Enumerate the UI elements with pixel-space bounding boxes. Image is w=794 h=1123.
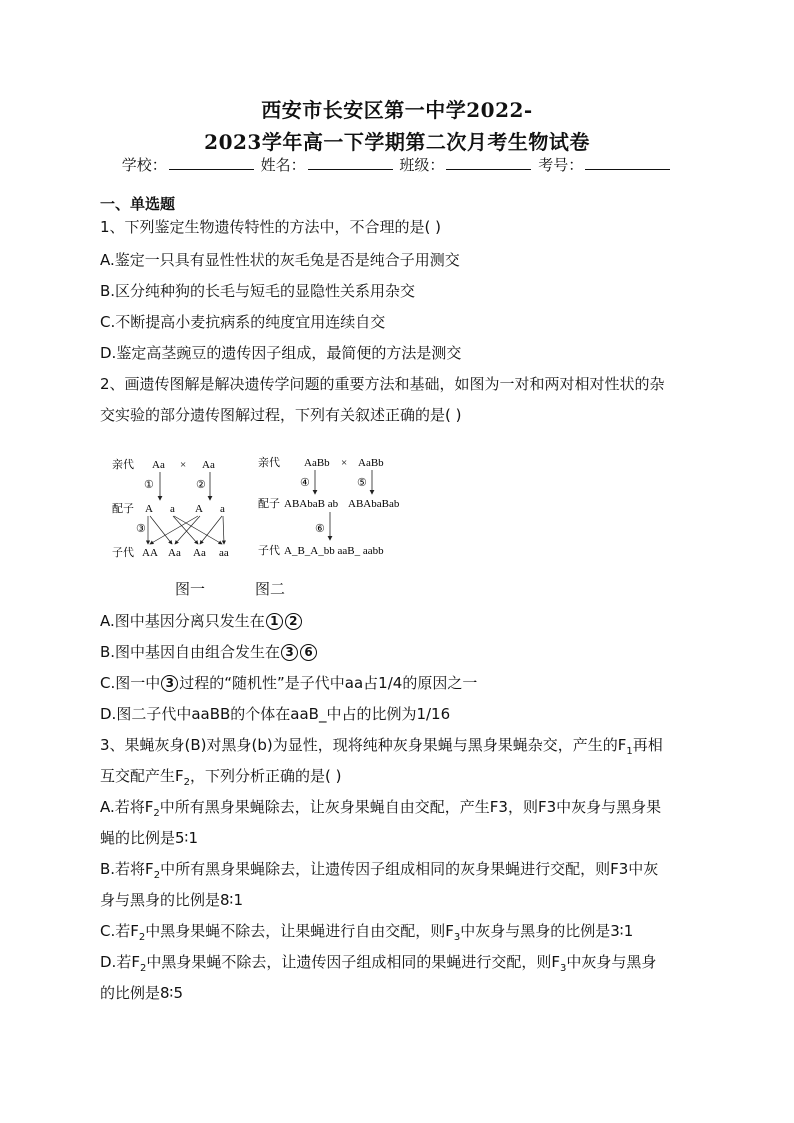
q3-stem2-b: ，下列分析正确的是( ) [190,767,342,785]
fig2-gametes-1: ABAbaB ab [284,498,339,510]
fig2-caption: 图二 [255,580,286,598]
q3-option-d-line1 [100,951,656,974]
q1-option-b: B.区分纯种狗的长毛与短毛的显隐性关系用杂交 [100,282,416,300]
q3-b1-a: B.若将F [100,860,154,878]
q2-option-d: D.图二子代中aaBB的个体在aaB_中占的比例为1/16 [100,705,451,723]
fig1-offspring-1: AA [142,547,158,559]
q3-stem-line2 [100,765,342,788]
q2-option-a [100,610,303,631]
fig1-step3: ③ [136,523,146,535]
q3-d1-a: D.若F [100,953,140,971]
q3-c-c: 中灰身与黑身的比例是3∶1 [460,922,634,940]
fig1-cross: × [180,459,187,471]
q3-option-b-line1 [100,858,658,881]
fig2-gamete-label: 配子 [258,498,280,510]
q3-stem2-sub: 2 [183,777,191,788]
fig1-offspring-4: aa [219,547,229,559]
q3-option-b-line2: 身与黑身的比例是8∶1 [100,891,243,909]
fig2-step4: ④ [300,477,310,489]
fig2-offspring: A_B_A_bb aaB_ aabb [284,545,384,557]
step-1-marker: 1 [266,613,283,630]
school-blank[interactable] [169,157,254,170]
fig1-gamete-3: A [195,503,203,515]
student-info-row [0,154,794,175]
step-2-marker: 2 [285,613,302,630]
q2-option-c [100,672,477,693]
step-3-marker: 3 [161,675,178,692]
q1-stem: 1、下列鉴定生物遗传特性的方法中，不合理的是( ) [100,218,442,236]
q3-c-b: 中黑身果蝇不除去，让果蝇进行自由交配，则F [145,922,454,940]
fig1-gamete-4: a [220,503,225,515]
q3-a1-b: 中所有黑身果蝇除去，让灰身果蝇自由交配，产生F3，则F3中灰身与黑身果 [159,798,662,816]
fig1-gamete-2: a [170,503,175,515]
fig2-parent2: AaBb [358,457,384,469]
q3-option-a-line1 [100,796,661,819]
q3-stem1-b: 再相 [632,736,663,754]
fig2-step6: ⑥ [315,523,325,535]
q2-option-c-pre: C.图一中 [100,674,161,692]
class-blank[interactable] [446,157,531,170]
q3-d1-sub1: 2 [139,963,147,974]
q3-b1-b: 中所有黑身果蝇除去，让遗传因子组成相同的灰身果蝇进行交配，则F3中灰 [160,860,659,878]
exam-title-line2: 2023学年高一下学期第二次月考生物试卷 [204,130,590,154]
exam-number-label: 考号： [538,156,584,174]
q2-option-b [100,641,318,662]
q3-c-sub1: 2 [138,932,146,943]
fig1-parent2: Aa [202,459,215,471]
fig1-caption: 图一 [175,580,206,598]
q3-stem1-a: 3、果蝇灰身(B)对黑身(b)为显性，现将纯种灰身果蝇与黑身果蝇杂交，产生的F [100,736,627,754]
q3-stem1-sub: 1 [626,746,633,757]
step-6-marker: 6 [300,644,317,661]
fig2-parent1: AaBb [304,457,330,469]
fig1-offspring-label: 子代 [112,547,134,559]
q3-option-a-line2: 蝇的比例是5∶1 [100,829,198,847]
q3-d1-b: 中黑身果蝇不除去，让遗传因子组成相同的果蝇进行交配，则F [146,953,560,971]
q1-option-d: D.鉴定高茎豌豆的遗传因子组成，最简便的方法是测交 [100,344,462,362]
q3-a1-sub: 2 [153,808,160,819]
q3-b1-sub: 2 [153,870,161,881]
fig1-gamete-label: 配子 [112,503,134,515]
fig1-step2: ② [196,479,206,491]
q3-d1-sub2: 3 [559,963,567,974]
q1-option-a: A.鉴定一只具有显性性状的灰毛兔是否是纯合子用测交 [100,251,460,269]
fig1-offspring-3: Aa [193,547,206,559]
step-3-marker: 3 [281,644,298,661]
name-blank[interactable] [308,157,393,170]
q3-stem2-a: 互交配产生F [100,767,184,785]
fig2-parent-label: 亲代 [258,457,280,469]
fig1-parent1: Aa [152,459,165,471]
q2-option-b-text: B.图中基因自由组合发生在 [100,643,281,661]
q3-c-a: C.若F [100,922,139,940]
fig2-gametes-2: ABAbaBab [348,498,400,510]
school-label: 学校： [121,156,167,174]
section-heading: 一、单选题 [100,195,176,213]
fig1-gamete-1: A [145,503,153,515]
q3-stem-line1 [100,734,663,757]
q3-option-c [100,920,633,943]
q3-option-d-line2: 的比例是8∶5 [100,984,183,1002]
fig1-offspring-2: Aa [168,547,181,559]
fig2-step5: ⑤ [357,477,367,489]
q2-stem-line1: 2、画遗传图解是解决遗传学问题的重要方法和基础，如图为一对和两对相对性状的杂 [100,375,665,393]
name-label: 姓名： [260,156,306,174]
q3-d1-c: 中灰身与黑身 [566,953,657,971]
exam-number-blank[interactable] [585,157,670,170]
q1-option-c: C.不断提高小麦抗病系的纯度宜用连续自交 [100,313,386,331]
fig1-step1: ① [144,479,154,491]
q3-c-sub2: 3 [453,932,461,943]
q3-a1-a: A.若将F [100,798,154,816]
fig2-cross: × [341,457,348,469]
q2-option-c-post: 过程的“随机性”是子代中aa占1/4的原因之一 [179,674,478,692]
q2-option-a-text: A.图中基因分离只发生在 [100,612,265,630]
q2-stem-line2: 交实验的部分遗传图解过程，下列有关叙述正确的是( ) [100,406,462,424]
class-label: 班级： [399,156,445,174]
fig1-parent-label: 亲代 [112,459,134,471]
exam-title-line1: 西安市长安区第一中学2022- [261,98,533,122]
fig2-offspring-label: 子代 [258,545,280,557]
